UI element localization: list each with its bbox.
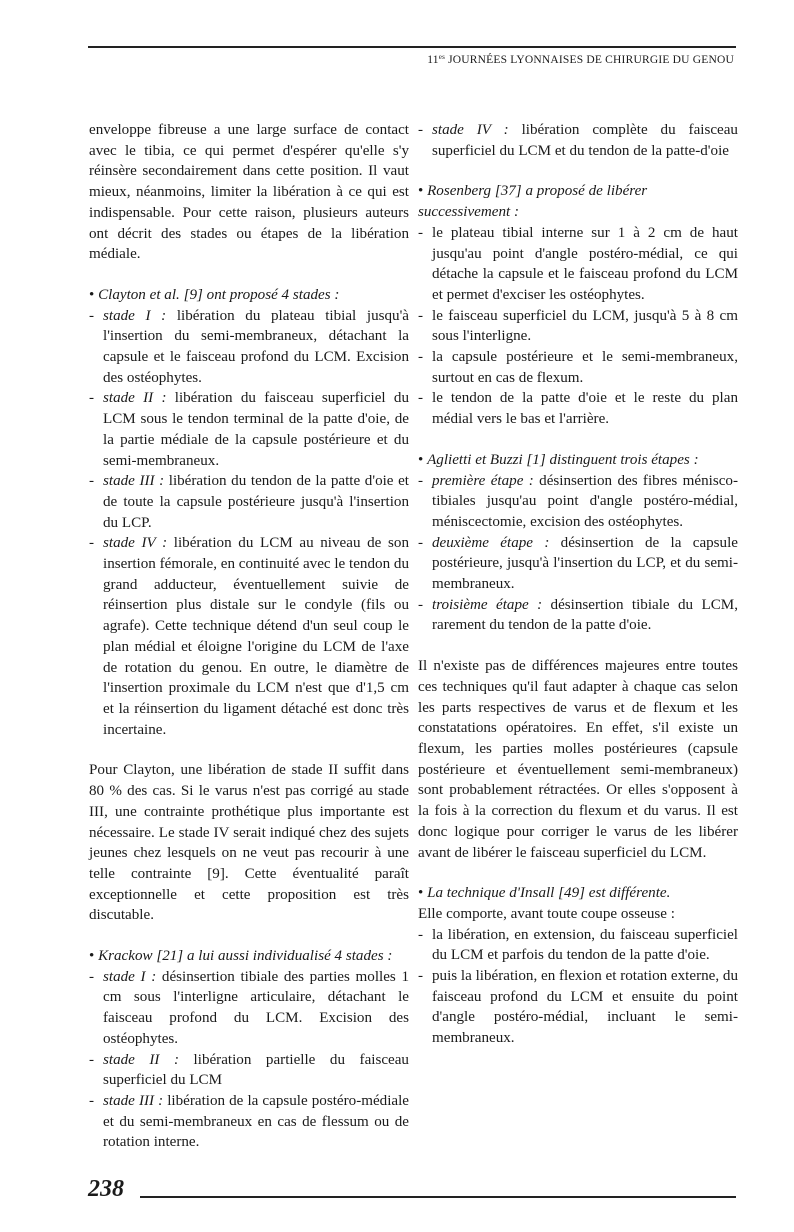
list-item bbox=[89, 1091, 409, 1153]
paragraph: enveloppe fibreuse a une large surface de contact avec le tibia, ce qui permet d'espérer qu'elle s'y réinsère secondairement dans cette position. Il vaut mieux, néanmoins, limiter la libération à ce qui est indispensable. Pour cette raison, plusieurs auteurs ont décrit des stades ou étapes de la libération médiale. bbox=[89, 122, 409, 263]
item-text: la capsule postérieure et le semi-membraneux, surtout en cas de flexum. bbox=[432, 349, 738, 386]
list-item bbox=[89, 471, 409, 533]
item-text: désinsertion de la capsule postérieure, jusqu'à l'insertion du LCP, et du semi-membraneux. bbox=[432, 534, 739, 593]
item-label: première étape : bbox=[432, 472, 534, 489]
list bbox=[418, 471, 738, 637]
item-text: la libération, en extension, du faisceau superficiel du LCM et parfois du tendon de la patte d'oie. bbox=[432, 926, 738, 964]
item-label: stade I : bbox=[103, 968, 157, 985]
item-text: libération du LCM au niveau de son insertion fémorale, en continuité avec le tendon du grand adducteur, éventuellement suivie de réinsertion plus distale sur le condyle (fils ou agrafe). Cette technique détend d'un seul coup le plan médial et éloigne l'origine du LCM de l'axe de rotation du genou. En outre, le diamètre de l'insertion proximale du LCM n'est que d'1,5 cm et la réinsertion du ligament détaché est donc très incertaine. bbox=[103, 535, 409, 738]
bullet-icon: • bbox=[418, 451, 428, 468]
item-text: libération complète du faisceau superficiel du LCM et du tendon de la patte-d'oie bbox=[432, 122, 738, 159]
item-text: désinsertion tibiale des parties molles 1 cm sous l'interligne articulaire, détachant le faisceau profond du LCM. Excision des ostéophytes. bbox=[103, 968, 409, 1047]
item-label: stade III : bbox=[103, 1092, 164, 1109]
list-item bbox=[418, 925, 738, 966]
list-heading-text: La technique d'Insall [49] est différente. bbox=[427, 885, 671, 902]
list-item bbox=[418, 347, 738, 388]
list-item bbox=[418, 595, 738, 636]
paragraph: Il n'existe pas de différences majeures entre toutes ces techniques qu'il faut adapter à chaque cas selon les parts respectives de varus et de flexum et les constatations opératoires. En effet, s'il existe un flexum, les parties molles postérieures (capsule postérieure et éventuellement semi-membraneux) sont probablement rétractées. Or elles s'opposent à la fois à la correction du flexum et du varus. Il est donc logique pour corriger le varus de les libérer avant de libérer le faisceau superficiel du LCM. bbox=[418, 658, 738, 861]
item-text: libération du plateau tibial jusqu'à l'insertion du semi-membraneux, détachant la capsule et le faisceau profond du LCM. Excision des ostéophytes. bbox=[103, 307, 409, 386]
header-rule bbox=[88, 46, 736, 48]
page-number: 238 bbox=[88, 1176, 124, 1202]
left-column bbox=[89, 120, 409, 1153]
list-heading bbox=[89, 946, 409, 967]
item-text: libération du faisceau superficiel du LCM sous le tendon terminal de la patte d'oie, de la partie médiale de la capsule postérieure et du semi-membraneux. bbox=[103, 390, 409, 469]
list-item bbox=[418, 533, 738, 595]
list-heading-text: Aglietti et Buzzi [1] distinguent trois étapes : bbox=[427, 451, 699, 468]
list-item bbox=[418, 120, 738, 161]
header-number: 11 bbox=[427, 54, 439, 66]
bullet-icon: • bbox=[89, 286, 99, 303]
paragraph: Pour Clayton, une libération de stade II suffit dans 80 % des cas. Si le varus n'est pas corrigé au stade III, une contrainte prothétique plus importante est nécessaire. Le stade IV serait indiqué chez des sujets jeunes chez lesquels on ne veut pas recourir à une telle contrainte [9]. Cette éventualité paraît exceptionnelle et cette proposition est très discutable. bbox=[89, 762, 409, 924]
list-subheading: Elle comporte, avant toute coupe osseuse : bbox=[418, 905, 675, 922]
item-label: stade IV : bbox=[103, 535, 168, 552]
item-label: stade I : bbox=[103, 307, 167, 324]
right-column bbox=[418, 120, 738, 1049]
block-gap bbox=[418, 430, 738, 450]
list-heading-text: Krackow [21] a lui aussi individualisé 4 stades : bbox=[98, 948, 393, 965]
list-item bbox=[418, 471, 738, 533]
block-gap bbox=[418, 863, 738, 883]
list-item bbox=[418, 388, 738, 429]
block-gap bbox=[89, 265, 409, 285]
item-label: deuxième étape : bbox=[432, 534, 550, 551]
list-heading bbox=[418, 883, 738, 904]
block-gap bbox=[89, 926, 409, 946]
footer-rule bbox=[140, 1196, 736, 1198]
item-label: stade II : bbox=[103, 1051, 180, 1068]
block-gap bbox=[89, 740, 409, 760]
item-label: stade II : bbox=[103, 390, 167, 407]
list-item bbox=[418, 223, 738, 306]
list bbox=[89, 306, 409, 741]
running-header bbox=[134, 53, 734, 66]
item-label: stade IV : bbox=[432, 122, 509, 138]
list bbox=[418, 120, 738, 161]
list-heading bbox=[418, 450, 738, 471]
list bbox=[89, 967, 409, 1153]
list-heading bbox=[418, 181, 738, 222]
list-item bbox=[89, 388, 409, 471]
item-text: libération du tendon de la patte d'oie et de toute la capsule postérieure jusqu'à l'insertion du LCP. bbox=[103, 473, 409, 531]
list-item bbox=[418, 966, 738, 1049]
list-heading-text: Clayton et al. [9] ont proposé 4 stades : bbox=[98, 286, 340, 303]
list-heading bbox=[89, 285, 409, 306]
list bbox=[418, 223, 738, 430]
item-text: désinsertion des fibres ménisco-tibiales jusqu'au point d'angle postéro-médial, méniscectomie, excision des ostéophytes. bbox=[432, 472, 738, 530]
bullet-icon: • bbox=[418, 183, 428, 200]
block-gap bbox=[418, 636, 738, 656]
list bbox=[418, 925, 738, 1049]
list-item bbox=[89, 1050, 409, 1091]
list-item bbox=[89, 306, 409, 389]
item-label: troisième étape : bbox=[432, 596, 543, 613]
list-heading-text: Rosenberg [37] a proposé de libérer successivement : bbox=[418, 183, 648, 221]
bullet-icon: • bbox=[418, 885, 428, 902]
header-title: JOURNÉES LYONNAISES DE CHIRURGIE DU GENOU bbox=[445, 54, 734, 66]
list-item bbox=[89, 967, 409, 1050]
bullet-icon: • bbox=[89, 948, 99, 965]
item-text: le plateau tibial interne sur 1 à 2 cm de haut jusqu'au point d'angle postéro-médial, ce qui détache la capsule et le faisceau profond du LCM et permet d'exciser les ostéophytes. bbox=[432, 224, 738, 303]
item-text: le faisceau superficiel du LCM, jusqu'à 5 à 8 cm sous l'interligne. bbox=[432, 307, 738, 345]
list-item bbox=[418, 306, 738, 347]
item-label: stade III : bbox=[103, 473, 165, 490]
header-ordinal: es bbox=[438, 53, 445, 61]
item-text: libération de la capsule postéro-médiale et du semi-membraneux en cas de flessum ou de rotation interne. bbox=[103, 1092, 409, 1151]
item-text: libération partielle du faisceau superficiel du LCM bbox=[103, 1051, 409, 1089]
item-text: le tendon de la patte d'oie et le reste du plan médial vers le bas et l'arrière. bbox=[432, 390, 738, 428]
item-text: puis la libération, en flexion et rotation externe, du faisceau profond du LCM et ensuite du point d'angle postéro-médial, incluant le semi-membraneux. bbox=[432, 968, 738, 1047]
list-item bbox=[89, 533, 409, 740]
item-text: désinsertion tibiale du LCM, rarement du tendon de la patte d'oie. bbox=[432, 596, 738, 634]
block-gap bbox=[418, 161, 738, 181]
